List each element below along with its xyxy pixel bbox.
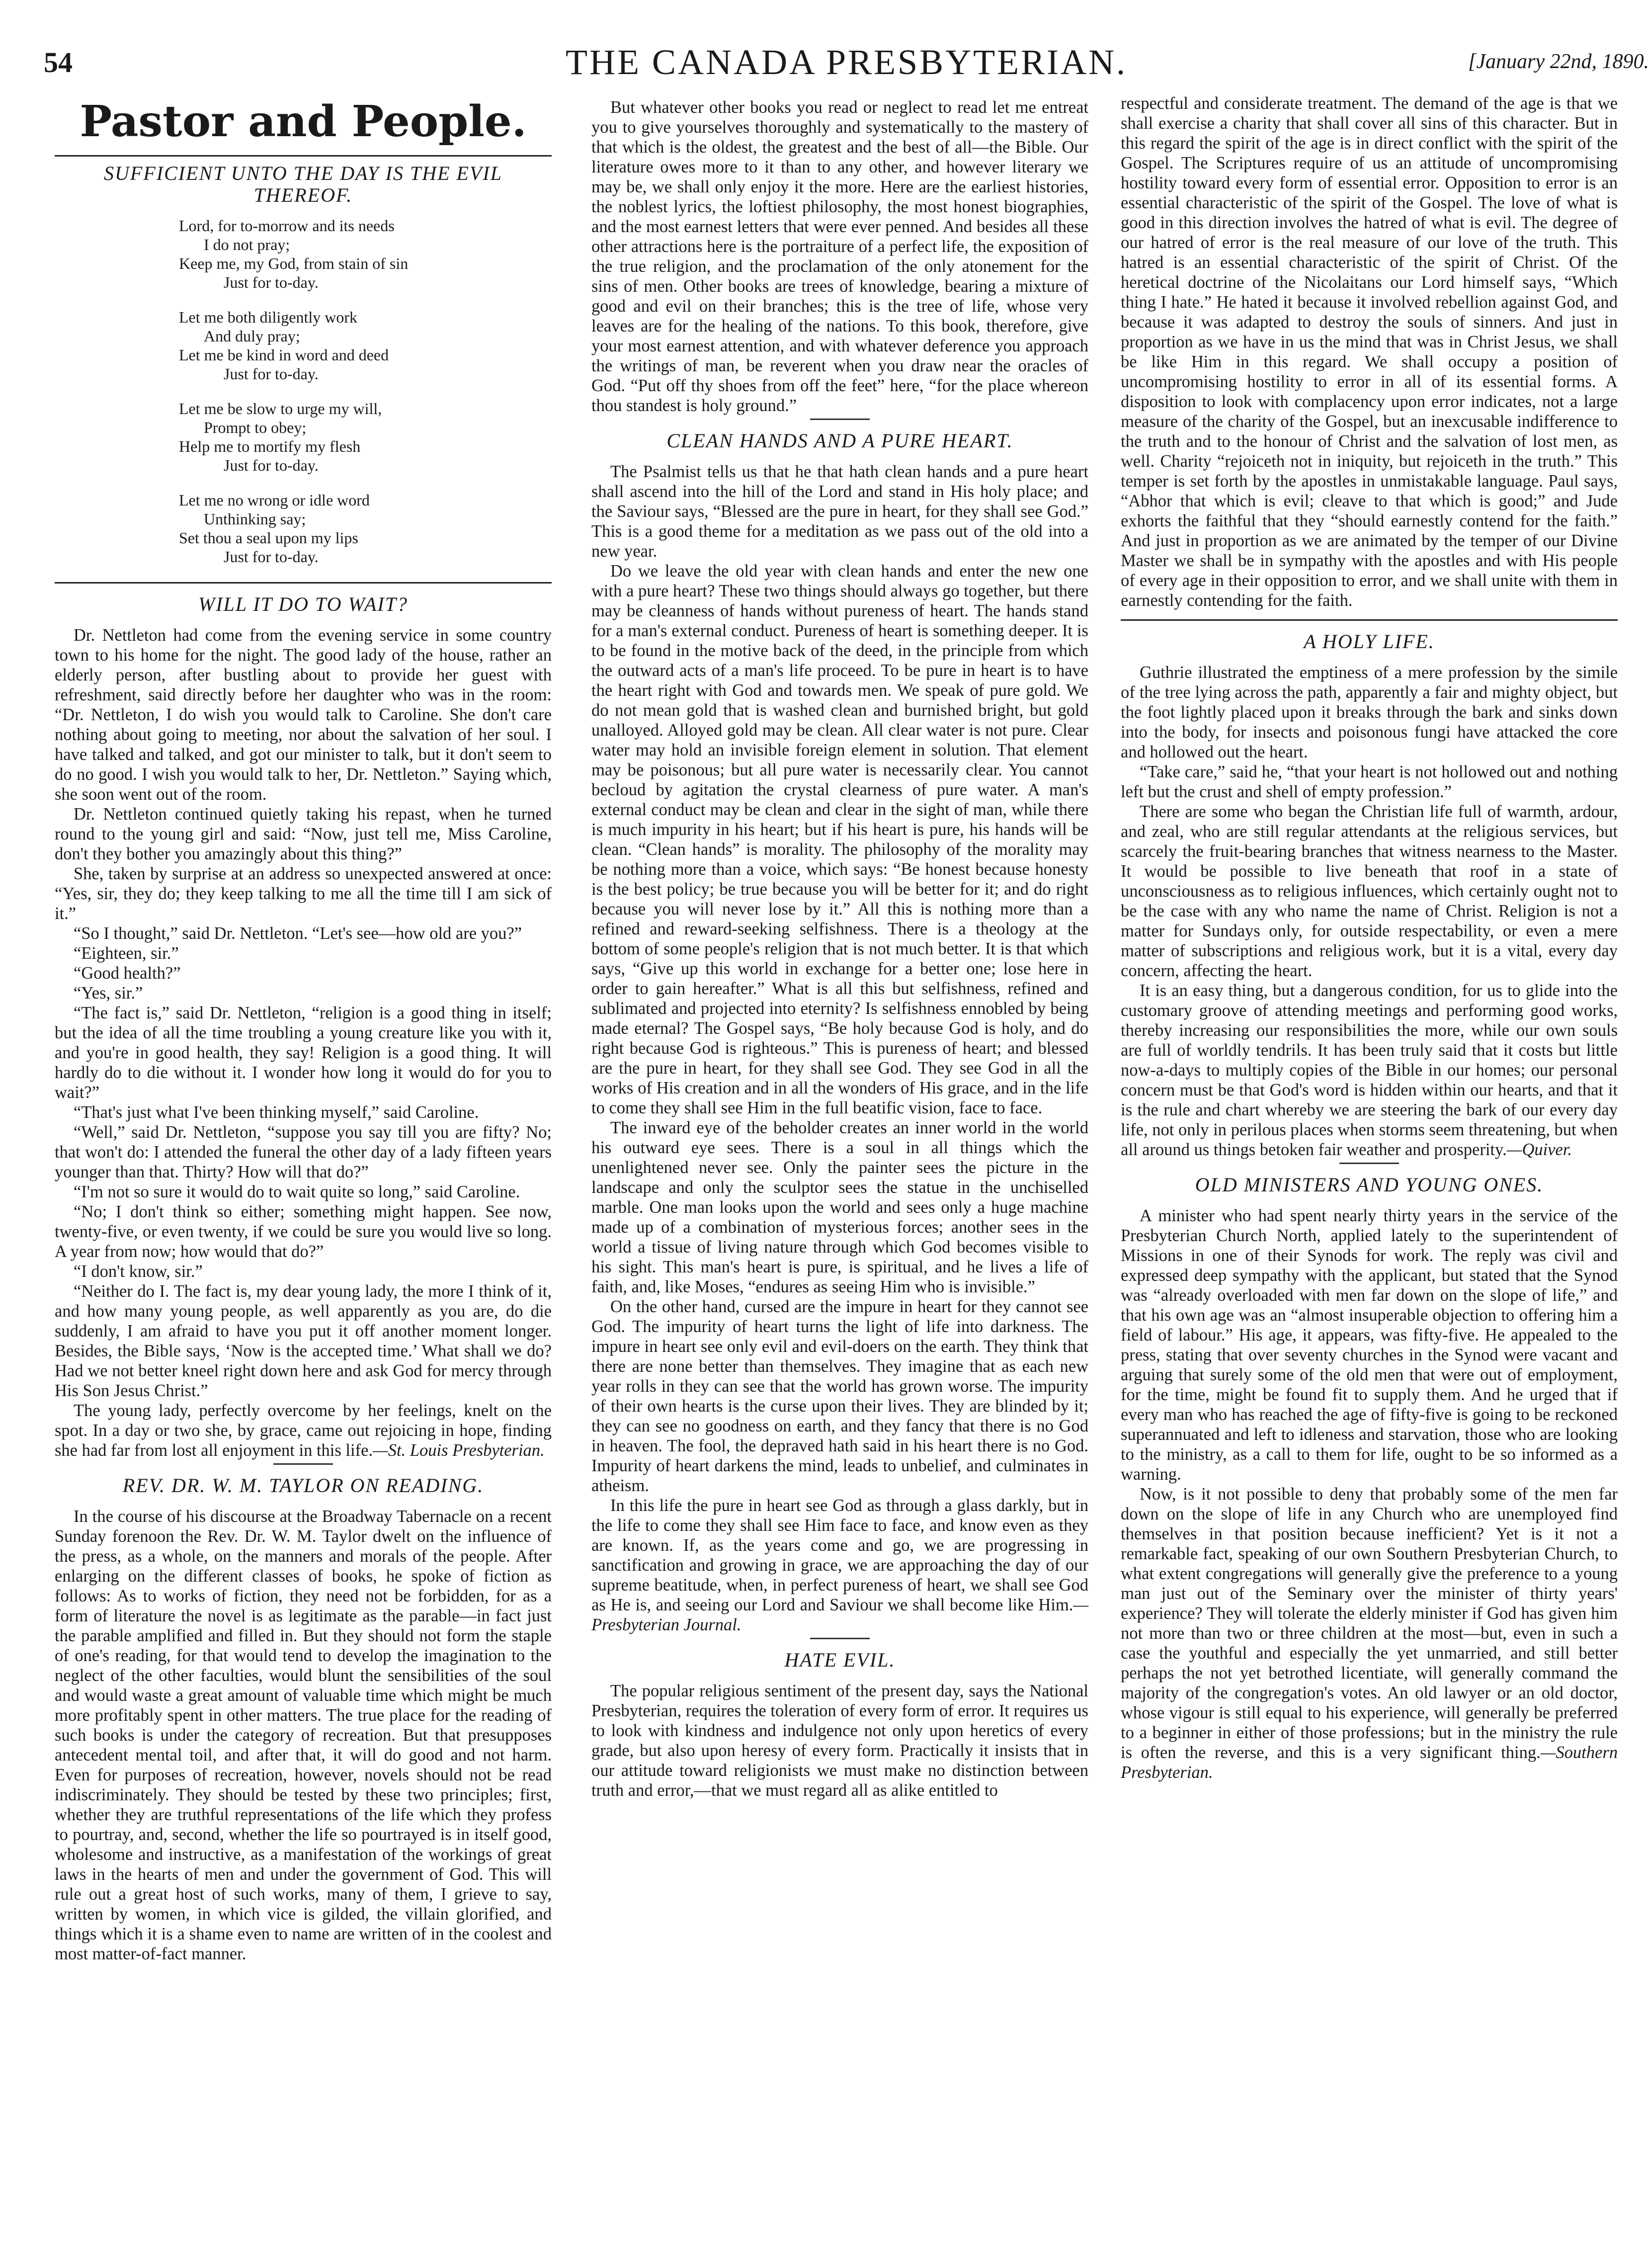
poem-line: Let me no wrong or idle word xyxy=(179,491,370,509)
paragraph: Guthrie illustrated the emptiness of a mere profession by the simile of the tree lying across the path, apparently a fair and mighty object, but the foot lightly placed upon it breaks through the bark and sinks down into the body, for insects and poisonous fungi have attacked the core and hollowed out the heart. xyxy=(1121,663,1618,761)
poem-stanza xyxy=(179,216,552,292)
short-divider xyxy=(1339,1163,1399,1164)
short-divider xyxy=(273,1463,333,1465)
paragraph: “The fact is,” said Dr. Nettleton, “religion is a good thing in itself; but the idea of all the time troubling a young creature like you with it, and you're in good health, they say! Religion is a good thing. It will hardly do to die without it. I wonder how long it would do for you to wait?” xyxy=(55,1004,552,1102)
source-credit: —Southern Presbyterian. xyxy=(1121,1743,1618,1782)
article-title: A HOLY LIFE. xyxy=(1304,630,1435,653)
department-heading: Pastor and People. xyxy=(80,96,527,147)
paragraph: Dr. Nettleton continued quietly taking his repast, when he turned round to the young girl and said: “Now, just tell me, Miss Caroline, don't they bother you amazingly about this thing?” xyxy=(55,805,552,863)
source-credit: —St. Louis Presbyterian. xyxy=(373,1441,545,1460)
paragraph: “That's just what I've been thinking myself,” said Caroline. xyxy=(74,1103,479,1122)
article-title: OLD MINISTERS AND YOUNG ONES. xyxy=(1195,1174,1544,1196)
paragraph: On the other hand, cursed are the impure in heart for they cannot see God. The impurity of heart turns the light of life into darkness. The impure in heart see only evil and evil-doers on the earth. They think that there are none better than themselves. They imagine that as each new year rolls in they can see that the world has grown worse. The impurity of their own hearts is the curse upon their lives. They are blinded by it; they can see no goodness on earth, and they fancy that there is no God in heaven. The fool, the depraved hath said in his heart there is no God. Impurity of heart darkens the mind, leads to unbelief, and culminates in atheism. xyxy=(591,1297,1088,1495)
poem-line: And duly pray; xyxy=(204,327,300,345)
paragraph: But whatever other books you read or neglect to read let me entreat you to give yourselves thoroughly and systematically to the mastery of that which is the oldest, the greatest and the best of all—the Bible. Our literature owes more to it than to any other, and however literary we may be, we shall only enjoy it the more. Here are the earliest histories, the noblest lyrics, the loftiest philosophy, the most honest biographies, and the most earnest letters that were ever penned. And besides all these other attractions here is the portraiture of a perfect life, the exposition of the true religion, and the proclamation of the only atonement for the sins of men. Other books are trees of knowledge, bearing a mixture of good and evil on their branches; this is the tree of life, whose very leaves are for the healing of the nations. To this book, therefore, give your most earnest attention, and with whatever deference you approach the writings of man, be reverent when you draw near the oracles of God. “Put off thy shoes from off the feet” here, “for the place whereon thou standest is holy ground.” xyxy=(591,98,1088,415)
paragraph xyxy=(591,1496,1088,1635)
paragraph: The inward eye of the beholder creates an inner world in the world his outward eye sees. There is a soul in all things which the unenlightened never see. Only the painter sees the picture in the landscape and only the sculptor sees the statue in the unchiselled marble. One man looks upon the world and sees only a huge machine made up of a combination of mysterious forces; another sees in the world a tissue of living nature through which God becomes visible to his sight. This man's heart is pure, is spiritual, and he lives a life of faith, and, like Moses, “endures as seeing Him who is invisible.” xyxy=(591,1118,1088,1296)
short-divider xyxy=(810,1638,870,1639)
poem-line: Let me both diligently work xyxy=(179,308,358,326)
poem-line: Let me be kind in word and deed xyxy=(179,346,389,364)
paragraph: “I'm not so sure it would do to wait quite so long,” said Caroline. xyxy=(74,1182,520,1201)
column-2 xyxy=(591,97,1088,1800)
paragraph xyxy=(55,1401,552,1460)
issue-date: [January 22nd, 1890. xyxy=(1468,50,1649,73)
page-number: 54 xyxy=(44,46,73,79)
paragraph: “I don't know, sir.” xyxy=(74,1262,203,1281)
paragraph: “No; I don't think so either; something might happen. See now, twenty-five, or even twenty, if we could be sure you would live so long. A year from now; how would that do?” xyxy=(55,1202,552,1261)
column-1 xyxy=(55,97,552,1964)
poem-line: Set thou a seal upon my lips xyxy=(179,529,358,547)
paragraph: “Neither do I. The fact is, my dear young lady, the more I think of it, and how many young people, as well apparently as you are, do die suddenly, I am afraid to have you put it off another moment longer. Besides, the Bible says, ‘Now is the accepted time.’ What shall we do? Had we not better kneel right down here and ask God for mercy through His Son Jesus Christ.” xyxy=(55,1282,552,1400)
paragraph: “Yes, sir.” xyxy=(74,984,143,1003)
paragraph: “Good health?” xyxy=(74,964,181,983)
column-3 xyxy=(1121,93,1618,1782)
poem-line: Keep me, my God, from stain of sin xyxy=(179,254,409,272)
short-divider xyxy=(810,419,870,420)
poem-line: Just for to-day. xyxy=(224,365,319,383)
article-title: CLEAN HANDS AND A PURE HEART. xyxy=(666,429,1013,452)
poem-title: SUFFICIENT UNTO THE DAY IS THE EVIL THEREOF. xyxy=(104,162,502,206)
paragraph: In the course of his discourse at the Broadway Tabernacle on a recent Sunday forenoon the Rev. Dr. W. M. Taylor dwelt on the influence of the press, as a whole, on the manners and morals of the people. After enlarging on the different classes of books, he spoke of fiction as follows: As to works of fiction, they need not be forbidden, for as a form of literature the novel is as legitimate as the parable—in fact just the parable amplified and filled in. But they should not form the staple of one's reading, for that would tend to develop the imagination to the neglect of the other faculties, would blunt the sensibilities of the soul and would waste a great amount of valuable time which might be much more profitably spent in other matters. The true place for the reading of such books is under the category of recreation. But that presupposes antecedent mental toil, and after that, it will do good and not harm. Even for purposes of recreation, however, novels should not be read indiscriminately. They should be tested by these two principles; first, whether they are truthful representations of the life which they profess to pourtray, and, second, whether the life so pourtrayed is in itself good, wholesome and instructive, as a manifestation of the workings of great laws in the hearts of men and under the government of God. This will rule out a great host of such works, many of them, I grieve to say, written by women, in which vice is gilded, the villain glorified, and things which it is a shame even to name are written of in the coolest and most matter-of-fact manner. xyxy=(55,1507,552,1963)
paragraph: “Eighteen, sir.” xyxy=(74,944,179,963)
article-title: HATE EVIL. xyxy=(784,1649,896,1671)
paragraph: A minister who had spent nearly thirty years in the service of the Presbyterian Church North, applied lately to the superintendent of Missions in one of their Synods for work. The reply was civil and expressed deep sympathy with the applicant, but stated that the Synod was “already overloaded with men far down on the slope of life,” and that his own age was an “almost insuperable objection to offering him a field of labour.” His age, it appears, was fifty-five. He appealed to the press, stating that over seventy churches in the Synod were vacant and arguing that surely some of the old men that were out of employment, for the time, might be found fit to supply them. And he urged that if every man who has reached the age of fifty-five is going to be reckoned superannuated and left to idleness and starvation, those who are looking to the ministry, as a call to them for life, ought to be so informed as a warning. xyxy=(1121,1206,1618,1484)
paragraph-text: Now, is it not possible to deny that probably some of the men far down on the slope of life in any Church who are unemployed find themselves in that position because inefficient? Yet is it not a remarkable fact, speaking of our own Southern Presbyterian Church, to what extent congregations will generally give the preference to a young man just out of the Seminary over the minister of thirty years' experience? They will tolerate the elderly minister if God has given him not more than two or three children at the most—but, even in such a case the youthful and especially the yet unmarried, and still better perhaps the not yet betrothed licentiate, will generally command the majority of the congregation's votes. An old lawyer or an old doctor, whose vigour is still equal to his experience, will generally be preferred to a beginner in either of those professions; but in the ministry the rule is often the reverse, and this is a very significant thing. xyxy=(1121,1485,1618,1762)
paragraph: Dr. Nettleton had come from the evening service in some country town to his home for the night. The good lady of the house, rather an elderly person, after bustling about to provide her guest with refreshment, said directly before her daughter who was in the room: “Dr. Nettleton, I do wish you would talk to Caroline. She don't care nothing about going to meeting, nor about the salvation of her soul. I have talked and talked, and got our minister to talk, but it don't seem to do no good. I wish you would talk to her, Dr. Nettleton.” Saying which, she soon went out of the room. xyxy=(55,626,552,804)
source-credit: —Presbyterian Journal. xyxy=(591,1595,1088,1634)
divider xyxy=(55,582,552,584)
article-title: WILL IT DO TO WAIT? xyxy=(198,593,408,615)
page-header xyxy=(44,42,1649,90)
paragraph xyxy=(1121,1484,1618,1782)
paragraph: respectful and considerate treatment. The demand of the age is that we shall exercise a charity that shall cover all sins of this character. But in this regard the spirit of the age is in direct conflict with the spirit of the Gospel. The Scriptures require of us an attitude of uncompromising hostility toward every form of essential error. Opposition to error is an essential characteristic of the spirit of the Gospel. The love of what is good in this direction involves the hatred of what is evil. The degree of our hatred of error is the real measure of our love of the truth. This hatred is an essential characteristic of the spirit of Christ. Of the heretical doctrine of the Nicolaitans our Lord himself says, “Which thing I hate.” He hated it because it involved rebellion against God, and because it was adapted to destroy the souls of sinners. And just in proportion as we have in us the mind that was in Christ Jesus, we shall be like Him in this regard. We shall occupy a position of uncompromising hostility to error in all of its essential forms. A disposition to look with complacency upon error indicates, not a large measure of the charity of the Gospel, but an inexcusable indifference to the truth and to the honour of Christ and the salvation of lost men, as well. Charity “rejoiceth not in iniquity, but rejoiceth in the truth.” This temper is set forth by the apostles in unmistakable language. Paul says, “Abhor that which is evil; cleave to that which is good;” and Jude exhorts the faithful that they “should earnestly contend for the faith.” And just in proportion as we are animated by the temper of our Divine Master we shall be in sympathy with the apostles and with His people of every age in their opposition to error, and we shall unite with them in earnestly contending for the faith. xyxy=(1121,94,1618,610)
divider xyxy=(55,155,552,157)
paragraph: “Take care,” said he, “that your heart is not hollowed out and nothing left but the crust and shell of empty profession.” xyxy=(1121,762,1618,801)
poem-line: Unthinking say; xyxy=(204,510,306,528)
poem-line: Just for to-day. xyxy=(224,548,319,566)
poem xyxy=(179,216,552,566)
poem-stanza xyxy=(179,491,552,566)
source-credit: —Quiver. xyxy=(1506,1140,1572,1159)
paragraph: There are some who began the Christian life full of warmth, ardour, and zeal, who are still regular attendants at the religious services, but scarcely the fruit-bearing branches that witness nearness to the Master. It would be possible to live beneath that roof in a state of unconsciousness as to religious influences, which certainly ought not to be the case with any who name the name of Christ. Religion is not a matter for Sundays only, for outside respectability, or even a mere matter of subscriptions and religious work, but it is a vital, every day concern, affecting the heart. xyxy=(1121,802,1618,980)
poem-line: Let me be slow to urge my will, xyxy=(179,400,382,418)
paragraph: She, taken by surprise at an address so unexpected answered at once: “Yes, sir, they do; they keep talking to me all the time till I am sick of it.” xyxy=(55,864,552,923)
poem-line: Help me to mortify my flesh xyxy=(179,437,361,455)
poem-line: Just for to-day. xyxy=(224,456,319,474)
paragraph-text: In this life the pure in heart see God as through a glass darkly, but in the life to come they shall see Him face to face, and know even as they are known. If, as the years come and go, we are progressing in sanctification and growing in grace, we are approaching the day of our supreme beatitude, when, in perfect pureness of heart, we shall see God as He is, and seeing our Lord and Saviour we shall become like Him. xyxy=(591,1496,1088,1614)
paragraph xyxy=(1121,981,1618,1160)
poem-line: I do not pray; xyxy=(204,236,290,253)
poem-line: Just for to-day. xyxy=(224,273,319,291)
paragraph-text: The young lady, perfectly overcome by her feelings, knelt on the spot. In a day or two she, by grace, came out rejoicing in hope, finding she had far from lost all enjoyment in this life. xyxy=(55,1401,552,1460)
paragraph: “Well,” said Dr. Nettleton, “suppose you say till you are fifty? No; that won't do: I attended the funeral the other day of a lady fifteen years younger than that. Thirty? How will that do?” xyxy=(55,1123,552,1181)
paragraph: “So I thought,” said Dr. Nettleton. “Let's see—how old are you?” xyxy=(74,924,522,943)
paragraph: The popular religious sentiment of the present day, says the National Presbyterian, requires the toleration of every form of error. It requires us to look with kindness and indulgence not only upon heretics of every grade, but also upon heresy of every form. Practically it insists that in our attitude toward religionists we must make no distinction between truth and error,—that we must regard all as alike entitled to xyxy=(591,1681,1088,1800)
poem-line: Lord, for to-morrow and its needs xyxy=(179,217,395,235)
article-title: REV. DR. W. M. TAYLOR ON READING. xyxy=(122,1474,484,1497)
poem-stanza xyxy=(179,308,552,383)
poem-stanza xyxy=(179,399,552,475)
paragraph: The Psalmist tells us that he that hath clean hands and a pure heart shall ascend into the hill of the Lord and stand in His holy place; and the Saviour says, “Blessed are the pure in heart, for they shall see God.” This is a good theme for a meditation as we pass out of the old into a new year. xyxy=(591,462,1088,561)
journal-title: THE CANADA PRESBYTERIAN. xyxy=(565,42,1128,82)
divider xyxy=(1121,619,1618,621)
poem-line: Prompt to obey; xyxy=(204,419,307,436)
paragraph-text: It is an easy thing, but a dangerous condition, for us to glide into the customary groove of attending meetings and performing good works, thereby increasing our responsibilities the more, while our own souls are full of worldly tendrils. It has been truly said that it costs but little now-a-days to multiply copies of the Bible in our homes; our personal concern must be that God's word is hidden within our hearts, and that it is the rule and chart whereby we are steering the bark of our every day life, not only in perilous places when storms seem threatening, but when all around us things betoken fair weather and prosperity. xyxy=(1121,981,1618,1159)
paragraph: Do we leave the old year with clean hands and enter the new one with a pure heart? These two things should always go together, but there may be cleanness of hands without pureness of heart. The hands stand for a man's external conduct. Pureness of heart is something deeper. It is to be found in the motive back of the deed, in the principle from which the outward acts of a man's life proceed. To be pure in heart is to have the heart right with God and towards men. We speak of pure gold. We do not mean gold that is washed clean and burnished bright, but gold unalloyed. Alloyed gold may be clean. All clear water is not pure. Clear water may hold an invisible foreign element in solution. That element may be poisonous; but all pure water is necessarily clear. You cannot becloud by agitation the crystal clearness of pure water. A man's external conduct may be clean and clear in the sight of man, while there is much impurity in his heart; but if his heart is pure, his hands will be clean. “Clean hands” is morality. The philosophy of the morality may be nothing more than a voice, which says: “Be honest because honesty is the best policy; be true because you will be better for it; and do right because you will never lose by it.” All this is nothing more than a refined and reward-seeking selfishness. There is a theology at the bottom of some people's religion that is not much better. It is that which says, “Give up this world in exchange for a better one; lose here in order to gain hereafter.” What is all this but selfishness, refined and sublimated and projected into eternity? Is selfishness ennobled by being made eternal? The Gospel says, “Be holy because God is holy, and do right because God is righteous.” This is pureness of heart; and blessed are the pure in heart, for they shall see God. They see God in all the works of His creation and in all the wonders of His grace, and in the life to come they shall see Him in the full beatific vision, face to face. xyxy=(591,562,1088,1117)
